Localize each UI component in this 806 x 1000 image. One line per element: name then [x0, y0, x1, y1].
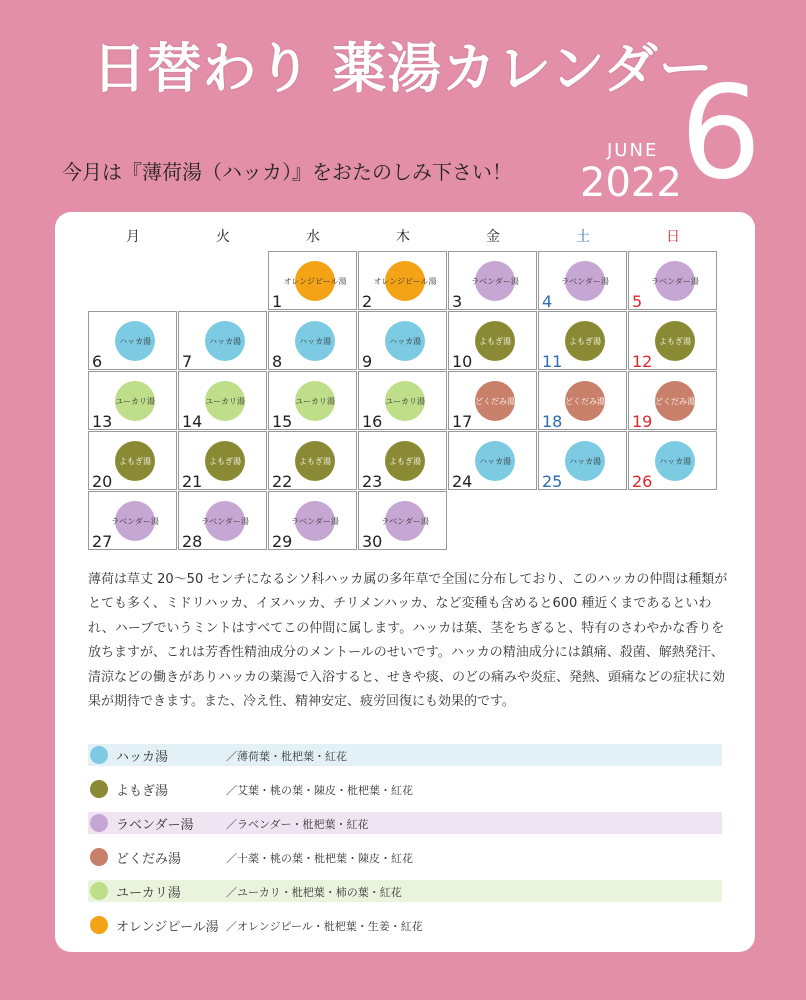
lavender-bath-marker	[111, 501, 159, 541]
hakka-bath-marker	[565, 441, 605, 481]
legend-name: よもぎ湯	[116, 784, 169, 799]
legend-ingredients: ／オレンジピール・枇杷葉・生姜・紅花	[226, 920, 423, 933]
bath-label: ユーカリ湯	[385, 396, 425, 406]
weekday-label: 木	[396, 229, 410, 245]
bath-label: ハッカ湯	[119, 336, 151, 346]
day-number: 27	[92, 532, 113, 551]
calendar-day-cell	[88, 311, 177, 370]
day-number: 10	[452, 352, 473, 371]
calendar-day-cell	[628, 371, 717, 430]
bath-label: よもぎ湯	[569, 336, 601, 346]
intro-text: 今月は『薄荷湯（ハッカ）』をおたのしみ下さい！	[62, 160, 512, 184]
eucaly-color-dot	[90, 882, 108, 900]
eucaly-bath-marker	[205, 381, 245, 421]
description: 薄荷は草丈 20～50 センチになるシソ科ハッカ属の多年草で全国に分布しており、このハッカの仲間は種類がとても多く、ミドリハッカ、イヌハッカ、チリメンハッカ、など変種も含めると600 種近くまであるといわれ、ハーブでいうミントはすべてこの仲間に属します。ハッカは葉、茎をちぎると、特有のさわやかな香りを放ちますが、これは芳香性精油成分のメントールのせいです。ハッカの精油成分には鎮痛、殺菌、解熱発汗、清涼などの働きがありハッカの薬湯で入浴すると、せきや痰、のどの痛みや炎症、発熱、頭痛などの症状に効果が期待できます。また、冷え性、精神安定、疲労回復にも効果的です。	[88, 572, 728, 710]
calendar-day-cell	[538, 431, 627, 490]
day-number: 1	[272, 292, 283, 311]
calendar-day-cell	[178, 491, 267, 550]
weekday-label: 火	[216, 229, 230, 245]
day-number: 30	[362, 532, 383, 551]
legend-row-yomogi	[88, 778, 722, 800]
orange-bath-marker	[373, 261, 437, 301]
bath-label: ラベンダー湯	[111, 516, 159, 526]
day-number: 23	[362, 472, 383, 491]
legend-name: ユーカリ湯	[116, 886, 181, 901]
calendar-day-cell	[268, 431, 357, 490]
lavender-bath-marker	[201, 501, 249, 541]
calendar-day-cell	[268, 251, 357, 310]
legend-ingredients: ／ラベンダー・枇杷葉・紅花	[226, 818, 369, 831]
legend-ingredients: ／艾葉・桃の葉・陳皮・枇杷葉・紅花	[226, 784, 413, 797]
hakka-bath-marker	[475, 441, 515, 481]
bath-label: ユーカリ湯	[295, 396, 335, 406]
bath-label: よもぎ湯	[659, 336, 691, 346]
day-number: 18	[542, 412, 563, 431]
day-number: 21	[182, 472, 203, 491]
lavender-bath-marker	[561, 261, 609, 301]
day-number: 25	[542, 472, 563, 491]
day-number: 22	[272, 472, 293, 491]
calendar-day-cell	[358, 371, 447, 430]
legend-ingredients: ／薄荷葉・枇杷葉・紅花	[226, 750, 347, 763]
yomogi-bath-marker	[565, 321, 605, 361]
bath-label: オレンジピール湯	[283, 276, 347, 286]
day-number: 11	[542, 352, 563, 371]
lavender-color-dot	[90, 814, 108, 832]
legend-row-eucaly	[88, 880, 722, 902]
yomogi-bath-marker	[385, 441, 425, 481]
bath-label: ハッカ湯	[479, 456, 511, 466]
page-title: 日替わり 薬湯カレンダー	[92, 37, 714, 100]
calendar-day-cell	[88, 491, 177, 550]
day-number: 19	[632, 412, 653, 431]
bath-label: どくだみ湯	[655, 396, 695, 406]
day-number: 20	[92, 472, 113, 491]
yomogi-color-dot	[90, 780, 108, 798]
eucaly-bath-marker	[115, 381, 155, 421]
calendar-day-cell	[448, 371, 537, 430]
bath-label: ユーカリ湯	[205, 396, 245, 406]
day-number: 15	[272, 412, 293, 431]
calendar-day-cell	[628, 251, 717, 310]
legend-name: ハッカ湯	[116, 750, 169, 765]
eucaly-bath-marker	[385, 381, 425, 421]
hakka-bath-marker	[115, 321, 155, 361]
hakka-bath-marker	[205, 321, 245, 361]
lavender-bath-marker	[471, 261, 519, 301]
legend-name: どくだみ湯	[116, 852, 182, 867]
day-number: 7	[182, 352, 193, 371]
month-number: 6	[680, 59, 762, 208]
weekday-label: 金	[486, 229, 500, 245]
legend-name: オレンジピール湯	[116, 920, 219, 935]
bath-label: ハッカ湯	[389, 336, 421, 346]
dokudami-bath-marker	[655, 381, 695, 421]
yomogi-bath-marker	[205, 441, 245, 481]
legend-ingredients: ／ユーカリ・枇杷葉・柿の葉・紅花	[226, 886, 402, 899]
legend-name: ラベンダー湯	[116, 818, 194, 833]
bath-label: よもぎ湯	[479, 336, 511, 346]
legend-ingredients: ／十薬・桃の葉・枇杷葉・陳皮・紅花	[226, 852, 413, 865]
bath-label: ユーカリ湯	[115, 396, 155, 406]
weekday-label: 日	[666, 229, 680, 245]
calendar-day-cell	[178, 371, 267, 430]
lavender-bath-marker	[381, 501, 429, 541]
eucaly-bath-marker	[295, 381, 335, 421]
day-number: 3	[452, 292, 463, 311]
legend-row-hakka	[88, 744, 722, 766]
yomogi-bath-marker	[115, 441, 155, 481]
bath-label: ラベンダー湯	[471, 276, 519, 286]
legend-row-orange	[88, 914, 722, 936]
day-number: 26	[632, 472, 653, 491]
calendar-day-cell	[358, 251, 447, 310]
dokudami-bath-marker	[565, 381, 605, 421]
yomogi-bath-marker	[655, 321, 695, 361]
calendar-day-cell	[178, 311, 267, 370]
hakka-color-dot	[90, 746, 108, 764]
lavender-bath-marker	[651, 261, 699, 301]
day-number: 28	[182, 532, 203, 551]
calendar-day-cell	[268, 311, 357, 370]
bath-label: ラベンダー湯	[291, 516, 339, 526]
legend-row-dokudami	[88, 846, 722, 868]
calendar-day-cell	[268, 371, 357, 430]
calendar-day-cell	[538, 251, 627, 310]
hakka-bath-marker	[385, 321, 425, 361]
calendar-day-cell	[358, 431, 447, 490]
bath-label: ラベンダー湯	[561, 276, 609, 286]
month-name: JUNE	[607, 140, 659, 161]
bath-label: よもぎ湯	[299, 456, 331, 466]
bath-label: ハッカ湯	[299, 336, 331, 346]
calendar-day-cell	[178, 431, 267, 490]
legend-row-lavender	[88, 812, 722, 834]
bath-label: よもぎ湯	[119, 456, 151, 466]
bath-label: ハッカ湯	[659, 456, 691, 466]
weekday-label: 月	[126, 229, 140, 245]
calendar-day-cell	[358, 311, 447, 370]
day-number: 12	[632, 352, 653, 371]
dokudami-bath-marker	[475, 381, 515, 421]
weekday-label: 土	[576, 229, 590, 245]
bath-label: どくだみ湯	[475, 396, 515, 406]
calendar-day-cell	[448, 251, 537, 310]
calendar-day-cell	[358, 491, 447, 550]
bath-label: ラベンダー湯	[651, 276, 699, 286]
day-number: 2	[362, 292, 373, 311]
bath-label: ハッカ湯	[569, 456, 601, 466]
bath-label: ラベンダー湯	[381, 516, 429, 526]
calendar-day-cell	[448, 311, 537, 370]
bath-label: どくだみ湯	[565, 396, 605, 406]
day-number: 8	[272, 352, 283, 371]
day-number: 29	[272, 532, 293, 551]
calendar-day-cell	[628, 311, 717, 370]
calendar-day-cell	[538, 311, 627, 370]
calendar-day-cell	[88, 431, 177, 490]
day-number: 13	[92, 412, 113, 431]
calendar-day-cell	[88, 371, 177, 430]
yomogi-bath-marker	[295, 441, 335, 481]
calendar-day-cell	[268, 491, 357, 550]
day-number: 6	[92, 352, 103, 371]
bath-label: よもぎ湯	[389, 456, 421, 466]
calendar-day-cell	[448, 431, 537, 490]
bath-label: オレンジピール湯	[373, 276, 437, 286]
day-number: 14	[182, 412, 203, 431]
yomogi-bath-marker	[475, 321, 515, 361]
calendar-day-cell	[538, 371, 627, 430]
orange-color-dot	[90, 916, 108, 934]
day-number: 5	[632, 292, 643, 311]
day-number: 9	[362, 352, 373, 371]
day-number: 16	[362, 412, 383, 431]
weekday-label: 水	[306, 229, 320, 245]
orange-bath-marker	[283, 261, 347, 301]
day-number: 24	[452, 472, 473, 491]
year: 2022	[580, 160, 682, 206]
lavender-bath-marker	[291, 501, 339, 541]
bath-label: ハッカ湯	[209, 336, 241, 346]
day-number: 4	[542, 292, 553, 311]
day-number: 17	[452, 412, 473, 431]
dokudami-color-dot	[90, 848, 108, 866]
calendar-day-cell	[628, 431, 717, 490]
bath-label: よもぎ湯	[209, 456, 241, 466]
bath-label: ラベンダー湯	[201, 516, 249, 526]
hakka-bath-marker	[295, 321, 335, 361]
hakka-bath-marker	[655, 441, 695, 481]
